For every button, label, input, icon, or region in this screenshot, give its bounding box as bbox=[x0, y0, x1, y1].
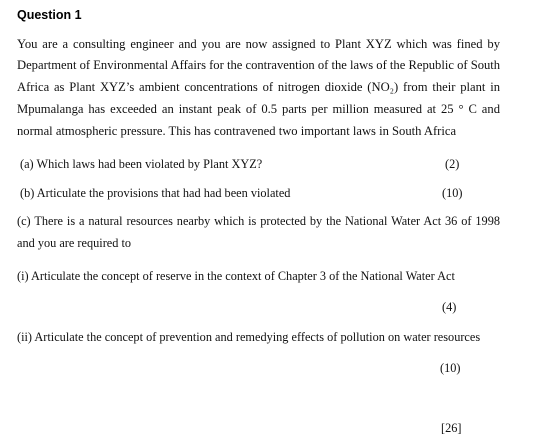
question-a-marks: (2) bbox=[445, 157, 460, 171]
question-b-text: (b) Articulate the provisions that had had been violated bbox=[20, 186, 291, 200]
question-c-i-text: (i) Articulate the concept of reserve in the context of Chapter 3 of the National Water Act bbox=[17, 269, 455, 283]
intro-line-1: You are a consulting engineer and you are now assigned to Plant XYZ which was fined by bbox=[17, 37, 500, 51]
question-heading: Question 1 bbox=[17, 8, 82, 22]
question-c-i-marks: (4) bbox=[442, 300, 457, 314]
intro-line-2: Department of Environmental Affairs for the contravention of the laws of the Republic of South bbox=[17, 58, 501, 72]
question-c-ii-text: (ii) Articulate the concept of prevention and remedying effects of pollution on water resources bbox=[17, 330, 481, 344]
question-c-ii-marks: (10) bbox=[440, 361, 461, 375]
total-marks: [26] bbox=[441, 421, 462, 435]
intro-line-4: Mpumalanga has exceeded an instant peak of 0.5 parts per million measured at 25 ° C and bbox=[17, 102, 500, 116]
intro-line-3: Africa as Plant XYZ’s ambient concentrations of nitrogen dioxide (NO₂) from their plant in bbox=[17, 80, 500, 94]
question-b-marks: (10) bbox=[442, 186, 463, 200]
question-c-line-1: (c) There is a natural resources nearby which is protected by the National Water Act 36 of 1998 bbox=[17, 214, 500, 228]
intro-line-5: normal atmospheric pressure. This has contravened two important laws in South Africa bbox=[17, 124, 457, 138]
question-a-text: (a) Which laws had been violated by Plant XYZ? bbox=[20, 157, 263, 171]
question-c-line-2: and you are required to bbox=[17, 236, 132, 250]
